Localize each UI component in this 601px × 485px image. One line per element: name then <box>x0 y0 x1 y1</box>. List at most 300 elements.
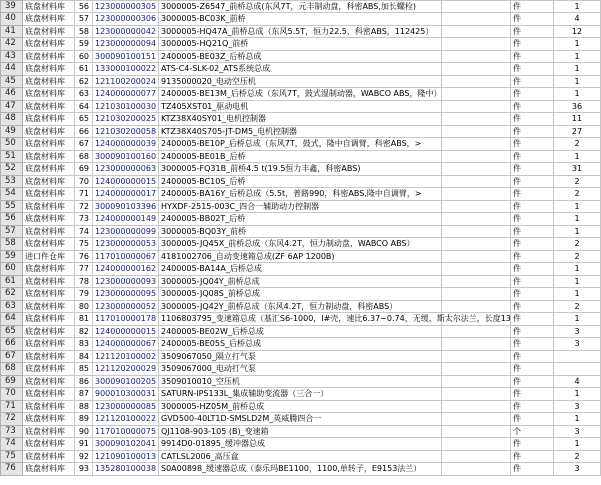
row-number[interactable]: 51 <box>1 150 23 163</box>
unit-cell[interactable]: 件 <box>511 113 554 126</box>
quantity-cell[interactable]: 27 <box>554 125 601 138</box>
sequence-cell[interactable]: 57 <box>75 13 93 26</box>
row-number[interactable]: 42 <box>1 38 23 51</box>
row-number[interactable]: 62 <box>1 288 23 301</box>
table-row[interactable] <box>1 400 601 413</box>
empty-cell[interactable] <box>442 125 511 138</box>
warehouse-cell[interactable]: 底盘材料库 <box>23 163 75 176</box>
row-number[interactable]: 44 <box>1 63 23 76</box>
sequence-cell[interactable]: 59 <box>75 38 93 51</box>
sequence-cell[interactable]: 87 <box>75 388 93 401</box>
description-cell[interactable]: 2400005-BE10P_后桥总成（东风7T，鼓式，隆中自调臂，科密ABS，> <box>159 138 442 151</box>
description-cell[interactable]: 3000005-FQ31B_前桥4.5 t(19.5恒力丰鑫，科密ABS) <box>159 163 442 176</box>
row-number[interactable]: 73 <box>1 425 23 438</box>
warehouse-cell[interactable]: 底盘材料库 <box>23 125 75 138</box>
material-code-cell[interactable]: 123000000095 <box>93 288 159 301</box>
unit-cell[interactable]: 件 <box>511 325 554 338</box>
warehouse-cell[interactable]: 底盘材料库 <box>23 263 75 276</box>
row-number[interactable]: 53 <box>1 175 23 188</box>
quantity-cell[interactable]: 1 <box>554 1 601 13</box>
description-cell[interactable]: 3000005-JQ04Y_前桥总成 <box>159 275 442 288</box>
unit-cell[interactable]: 件 <box>511 450 554 463</box>
warehouse-cell[interactable]: 底盘材料库 <box>23 438 75 451</box>
table-row[interactable] <box>1 238 601 251</box>
row-number[interactable]: 76 <box>1 463 23 476</box>
quantity-cell[interactable]: 1 <box>554 438 601 451</box>
row-number[interactable]: 65 <box>1 325 23 338</box>
warehouse-cell[interactable]: 底盘材料库 <box>23 463 75 476</box>
quantity-cell[interactable]: 1 <box>554 75 601 88</box>
unit-cell[interactable]: 件 <box>511 338 554 351</box>
row-number[interactable]: 58 <box>1 238 23 251</box>
unit-cell[interactable]: 件 <box>511 100 554 113</box>
material-code-cell[interactable]: 121090100013 <box>93 450 159 463</box>
sequence-cell[interactable]: 63 <box>75 88 93 101</box>
unit-cell[interactable]: 件 <box>511 50 554 63</box>
material-code-cell[interactable]: 123000000063 <box>93 163 159 176</box>
unit-cell[interactable]: 件 <box>511 63 554 76</box>
unit-cell[interactable]: 件 <box>511 200 554 213</box>
table-row[interactable] <box>1 288 601 301</box>
table-row[interactable] <box>1 263 601 276</box>
table-row[interactable] <box>1 88 601 101</box>
row-number[interactable]: 41 <box>1 25 23 38</box>
material-code-cell[interactable]: 123000000085 <box>93 400 159 413</box>
quantity-cell[interactable]: 2 <box>554 238 601 251</box>
description-cell[interactable]: 9914D0-01895_缓冲器总成 <box>159 438 442 451</box>
warehouse-cell[interactable]: 底盘材料库 <box>23 138 75 151</box>
sequence-cell[interactable]: 65 <box>75 113 93 126</box>
row-number[interactable]: 69 <box>1 375 23 388</box>
sequence-cell[interactable]: 90 <box>75 425 93 438</box>
row-number[interactable]: 66 <box>1 338 23 351</box>
description-cell[interactable]: QJ1108-903-105 (B)_变速箱 <box>159 425 442 438</box>
table-row[interactable] <box>1 138 601 151</box>
empty-cell[interactable] <box>442 100 511 113</box>
empty-cell[interactable] <box>442 463 511 476</box>
table-row[interactable] <box>1 350 601 363</box>
unit-cell[interactable]: 件 <box>511 13 554 26</box>
sequence-cell[interactable]: 92 <box>75 450 93 463</box>
row-number[interactable]: 48 <box>1 113 23 126</box>
quantity-cell[interactable]: 1 <box>554 50 601 63</box>
row-number[interactable]: 71 <box>1 400 23 413</box>
warehouse-cell[interactable]: 底盘材料库 <box>23 25 75 38</box>
description-cell[interactable]: 2400005-BE01B_后桥 <box>159 150 442 163</box>
description-cell[interactable]: 9135000020_电动空压机 <box>159 75 442 88</box>
unit-cell[interactable]: 个 <box>511 425 554 438</box>
row-number[interactable]: 72 <box>1 413 23 426</box>
row-number[interactable]: 67 <box>1 350 23 363</box>
sequence-cell[interactable]: 62 <box>75 75 93 88</box>
material-code-cell[interactable]: 300090100205 <box>93 375 159 388</box>
material-code-cell[interactable]: 121030200058 <box>93 125 159 138</box>
description-cell[interactable]: 3509067000_电动打气泵 <box>159 363 442 376</box>
material-code-cell[interactable]: 123000000306 <box>93 13 159 26</box>
row-number[interactable]: 43 <box>1 50 23 63</box>
unit-cell[interactable]: 件 <box>511 313 554 326</box>
table-row[interactable] <box>1 250 601 263</box>
warehouse-cell[interactable]: 底盘材料库 <box>23 50 75 63</box>
material-code-cell[interactable]: 900010300031 <box>93 388 159 401</box>
material-code-cell[interactable]: 123000000305 <box>93 1 159 13</box>
row-number[interactable]: 64 <box>1 313 23 326</box>
quantity-cell[interactable]: 4 <box>554 375 601 388</box>
material-code-cell[interactable]: 117010000178 <box>93 313 159 326</box>
unit-cell[interactable]: 件 <box>511 163 554 176</box>
material-code-cell[interactable]: 124000000149 <box>93 213 159 226</box>
empty-cell[interactable] <box>442 200 511 213</box>
material-code-cell[interactable]: 300090102041 <box>93 438 159 451</box>
table-row[interactable] <box>1 75 601 88</box>
row-number[interactable]: 55 <box>1 200 23 213</box>
quantity-cell[interactable]: 1 <box>554 213 601 226</box>
row-number[interactable]: 59 <box>1 250 23 263</box>
material-code-cell[interactable]: 123000000099 <box>93 225 159 238</box>
material-code-cell[interactable]: 121100200024 <box>93 75 159 88</box>
description-cell[interactable]: 2400005-BE05S_后桥总成 <box>159 338 442 351</box>
sequence-cell[interactable]: 70 <box>75 175 93 188</box>
material-code-cell[interactable]: 121120100022 <box>93 413 159 426</box>
table-row[interactable] <box>1 425 601 438</box>
row-number[interactable]: 52 <box>1 163 23 176</box>
sequence-cell[interactable]: 93 <box>75 463 93 476</box>
row-number[interactable]: 47 <box>1 100 23 113</box>
empty-cell[interactable] <box>442 88 511 101</box>
table-row[interactable] <box>1 200 601 213</box>
quantity-cell[interactable]: 3 <box>554 425 601 438</box>
unit-cell[interactable]: 件 <box>511 463 554 476</box>
sequence-cell[interactable]: 81 <box>75 313 93 326</box>
description-cell[interactable]: S0A00898_缓速器总成（泰乐玛BE1100，1100,单转子，E9153法兰） <box>159 463 442 476</box>
description-cell[interactable]: 3000005-BC03K_前桥 <box>159 13 442 26</box>
unit-cell[interactable]: 件 <box>511 25 554 38</box>
material-code-cell[interactable]: 123000000053 <box>93 238 159 251</box>
sequence-cell[interactable]: 69 <box>75 163 93 176</box>
warehouse-cell[interactable]: 底盘材料库 <box>23 325 75 338</box>
warehouse-cell[interactable]: 底盘材料库 <box>23 188 75 201</box>
table-row[interactable] <box>1 1 601 13</box>
description-cell[interactable]: 4181002706_自动变速箱总成(ZF 6AP 1200B) <box>159 250 442 263</box>
quantity-cell[interactable]: 2 <box>554 300 601 313</box>
table-row[interactable] <box>1 300 601 313</box>
description-cell[interactable]: 1106803795_变速箱总成（基汇S6-1000，I#壳，速比6.37~0.74，无缓，斯太尔法兰，长度13 <box>159 313 442 326</box>
empty-cell[interactable] <box>442 388 511 401</box>
empty-cell[interactable] <box>442 450 511 463</box>
sequence-cell[interactable]: 64 <box>75 100 93 113</box>
empty-cell[interactable] <box>442 350 511 363</box>
unit-cell[interactable]: 件 <box>511 363 554 376</box>
table-row[interactable] <box>1 38 601 51</box>
table-row[interactable] <box>1 450 601 463</box>
unit-cell[interactable]: 件 <box>511 138 554 151</box>
empty-cell[interactable] <box>442 113 511 126</box>
description-cell[interactable]: TZ405XST01_驱动电机 <box>159 100 442 113</box>
unit-cell[interactable]: 件 <box>511 1 554 13</box>
empty-cell[interactable] <box>442 300 511 313</box>
row-number[interactable]: 68 <box>1 363 23 376</box>
warehouse-cell[interactable]: 底盘材料库 <box>23 413 75 426</box>
description-cell[interactable]: 2400005-BC10S_后桥 <box>159 175 442 188</box>
warehouse-cell[interactable]: 底盘材料库 <box>23 425 75 438</box>
sequence-cell[interactable]: 85 <box>75 363 93 376</box>
warehouse-cell[interactable]: 底盘材料库 <box>23 88 75 101</box>
warehouse-cell[interactable]: 底盘材料库 <box>23 63 75 76</box>
quantity-cell[interactable]: 1 <box>554 288 601 301</box>
sequence-cell[interactable]: 60 <box>75 50 93 63</box>
empty-cell[interactable] <box>442 400 511 413</box>
description-cell[interactable]: 2400005-BE03Z_后桥总成 <box>159 50 442 63</box>
quantity-cell[interactable]: 12 <box>554 25 601 38</box>
table-row[interactable] <box>1 313 601 326</box>
material-code-cell[interactable]: 123000000093 <box>93 275 159 288</box>
material-code-cell[interactable]: 117010000067 <box>93 250 159 263</box>
table-row[interactable] <box>1 338 601 351</box>
unit-cell[interactable]: 件 <box>511 238 554 251</box>
empty-cell[interactable] <box>442 25 511 38</box>
sequence-cell[interactable]: 89 <box>75 413 93 426</box>
quantity-cell[interactable]: 1 <box>554 150 601 163</box>
warehouse-cell[interactable]: 底盘材料库 <box>23 175 75 188</box>
warehouse-cell[interactable]: 底盘材料库 <box>23 100 75 113</box>
sequence-cell[interactable]: 83 <box>75 338 93 351</box>
description-cell[interactable]: GVD500-40LT1D-SMSLD2M_英威腾四合一 <box>159 413 442 426</box>
sequence-cell[interactable]: 58 <box>75 25 93 38</box>
table-row[interactable] <box>1 13 601 26</box>
empty-cell[interactable] <box>442 63 511 76</box>
description-cell[interactable]: 3000005-Z6547_前桥总成(东风7T，元丰制动盘，科密ABS,加长螺栓) <box>159 1 442 13</box>
quantity-cell[interactable]: 1 <box>554 225 601 238</box>
description-cell[interactable]: 3000005-HQ21Q_前桥 <box>159 38 442 51</box>
table-row[interactable] <box>1 188 601 201</box>
unit-cell[interactable]: 件 <box>511 225 554 238</box>
description-cell[interactable]: 2400005-BA16Y_后桥总成（5.5t，普路990，科密ABS,隆中自调臂，> <box>159 188 442 201</box>
empty-cell[interactable] <box>442 338 511 351</box>
empty-cell[interactable] <box>442 150 511 163</box>
description-cell[interactable]: 3000005-BQ03Y_前桥 <box>159 225 442 238</box>
empty-cell[interactable] <box>442 1 511 13</box>
sequence-cell[interactable]: 61 <box>75 63 93 76</box>
empty-cell[interactable] <box>442 438 511 451</box>
sequence-cell[interactable]: 77 <box>75 263 93 276</box>
unit-cell[interactable]: 件 <box>511 250 554 263</box>
row-number[interactable]: 39 <box>1 1 23 13</box>
description-cell[interactable]: ATS-C4-SLK-02_ATS系统总成 <box>159 63 442 76</box>
empty-cell[interactable] <box>442 75 511 88</box>
quantity-cell[interactable]: 1 <box>554 38 601 51</box>
quantity-cell[interactable]: 1 <box>554 388 601 401</box>
warehouse-cell[interactable]: 底盘材料库 <box>23 275 75 288</box>
empty-cell[interactable] <box>442 425 511 438</box>
empty-cell[interactable] <box>442 238 511 251</box>
sequence-cell[interactable]: 66 <box>75 125 93 138</box>
table-row[interactable] <box>1 100 601 113</box>
row-number[interactable]: 46 <box>1 88 23 101</box>
quantity-cell[interactable]: 1 <box>554 88 601 101</box>
material-code-cell[interactable]: 121120100002 <box>93 350 159 363</box>
quantity-cell[interactable]: 1 <box>554 200 601 213</box>
row-number[interactable]: 60 <box>1 263 23 276</box>
empty-cell[interactable] <box>442 363 511 376</box>
empty-cell[interactable] <box>442 325 511 338</box>
description-cell[interactable]: 3000005-JQ08S_前桥总成 <box>159 288 442 301</box>
quantity-cell[interactable]: 2 <box>554 188 601 201</box>
row-number[interactable]: 50 <box>1 138 23 151</box>
empty-cell[interactable] <box>442 138 511 151</box>
quantity-cell[interactable]: 1 <box>554 263 601 276</box>
material-code-cell[interactable]: 121120200029 <box>93 363 159 376</box>
empty-cell[interactable] <box>442 250 511 263</box>
empty-cell[interactable] <box>442 288 511 301</box>
empty-cell[interactable] <box>442 38 511 51</box>
warehouse-cell[interactable]: 底盘材料库 <box>23 300 75 313</box>
empty-cell[interactable] <box>442 13 511 26</box>
sequence-cell[interactable]: 84 <box>75 350 93 363</box>
row-number[interactable]: 45 <box>1 75 23 88</box>
row-number[interactable]: 56 <box>1 213 23 226</box>
empty-cell[interactable] <box>442 225 511 238</box>
quantity-cell[interactable]: 1 <box>554 63 601 76</box>
empty-cell[interactable] <box>442 375 511 388</box>
empty-cell[interactable] <box>442 50 511 63</box>
table-row[interactable] <box>1 163 601 176</box>
empty-cell[interactable] <box>442 413 511 426</box>
empty-cell[interactable] <box>442 263 511 276</box>
table-row[interactable] <box>1 125 601 138</box>
description-cell[interactable]: KTZ38X40S705-JT-DM5_电机控制器 <box>159 125 442 138</box>
quantity-cell[interactable]: 3 <box>554 463 601 476</box>
description-cell[interactable]: 3000005-JQ45X_前桥总成（东风4.2T，恒力制动盘，WABCO ABS） <box>159 238 442 251</box>
sequence-cell[interactable]: 91 <box>75 438 93 451</box>
material-code-cell[interactable]: 124000000015 <box>93 175 159 188</box>
table-row[interactable] <box>1 63 601 76</box>
empty-cell[interactable] <box>442 175 511 188</box>
material-code-cell[interactable]: 123000000042 <box>93 25 159 38</box>
table-row[interactable] <box>1 325 601 338</box>
warehouse-cell[interactable]: 底盘材料库 <box>23 388 75 401</box>
description-cell[interactable]: 3509010010_空压机 <box>159 375 442 388</box>
material-code-cell[interactable]: 124000000067 <box>93 338 159 351</box>
quantity-cell[interactable]: 2 <box>554 250 601 263</box>
sequence-cell[interactable]: 72 <box>75 200 93 213</box>
warehouse-cell[interactable]: 进口件仓库 <box>23 250 75 263</box>
table-row[interactable] <box>1 25 601 38</box>
material-code-cell[interactable]: 300090100160 <box>93 150 159 163</box>
warehouse-cell[interactable]: 底盘材料库 <box>23 238 75 251</box>
warehouse-cell[interactable]: 底盘材料库 <box>23 363 75 376</box>
material-code-cell[interactable]: 123000000052 <box>93 300 159 313</box>
material-code-cell[interactable]: 124000000077 <box>93 88 159 101</box>
row-number[interactable]: 63 <box>1 300 23 313</box>
table-row[interactable] <box>1 225 601 238</box>
warehouse-cell[interactable]: 底盘材料库 <box>23 225 75 238</box>
sequence-cell[interactable]: 71 <box>75 188 93 201</box>
quantity-cell[interactable]: 3 <box>554 338 601 351</box>
material-code-cell[interactable]: 117010000075 <box>93 425 159 438</box>
row-number[interactable]: 75 <box>1 450 23 463</box>
sequence-cell[interactable]: 67 <box>75 138 93 151</box>
quantity-cell[interactable]: 1 <box>554 313 601 326</box>
sequence-cell[interactable]: 80 <box>75 300 93 313</box>
sequence-cell[interactable]: 86 <box>75 375 93 388</box>
warehouse-cell[interactable]: 底盘材料库 <box>23 450 75 463</box>
unit-cell[interactable]: 件 <box>511 275 554 288</box>
empty-cell[interactable] <box>442 275 511 288</box>
material-code-cell[interactable]: 124000000162 <box>93 263 159 276</box>
warehouse-cell[interactable]: 底盘材料库 <box>23 38 75 51</box>
material-code-cell[interactable]: 121030200025 <box>93 113 159 126</box>
table-row[interactable] <box>1 363 601 376</box>
material-code-cell[interactable]: 300090103396 <box>93 200 159 213</box>
warehouse-cell[interactable]: 底盘材料库 <box>23 200 75 213</box>
material-code-cell[interactable]: 123000000094 <box>93 38 159 51</box>
quantity-cell[interactable]: 3 <box>554 400 601 413</box>
description-cell[interactable]: 2400005-BA14A_后桥总成 <box>159 263 442 276</box>
quantity-cell[interactable]: 1 <box>554 413 601 426</box>
warehouse-cell[interactable]: 底盘材料库 <box>23 313 75 326</box>
sequence-cell[interactable]: 79 <box>75 288 93 301</box>
quantity-cell[interactable]: 1 <box>554 275 601 288</box>
unit-cell[interactable]: 件 <box>511 300 554 313</box>
quantity-cell[interactable]: 2 <box>554 450 601 463</box>
row-number[interactable]: 61 <box>1 275 23 288</box>
quantity-cell[interactable]: 31 <box>554 163 601 176</box>
table-row[interactable] <box>1 438 601 451</box>
row-number[interactable]: 49 <box>1 125 23 138</box>
description-cell[interactable]: 2400005-BE02W_后桥总成 <box>159 325 442 338</box>
description-cell[interactable]: 2400005-BB02T_后桥 <box>159 213 442 226</box>
description-cell[interactable]: 3000005-HQ47A_前桥总成（东风5.5T，恒力22.5，科密ABS，112425） <box>159 25 442 38</box>
warehouse-cell[interactable]: 底盘材料库 <box>23 150 75 163</box>
table-row[interactable] <box>1 213 601 226</box>
description-cell[interactable]: CATLSL2006_高压盒 <box>159 450 442 463</box>
unit-cell[interactable]: 件 <box>511 213 554 226</box>
description-cell[interactable]: 2400005-BE13M_后桥总成（东风7T，鼓式湿制动器，WABCO ABS，隆中） <box>159 88 442 101</box>
table-row[interactable] <box>1 375 601 388</box>
row-number[interactable]: 74 <box>1 438 23 451</box>
quantity-cell[interactable] <box>554 363 601 376</box>
table-row[interactable] <box>1 150 601 163</box>
quantity-cell[interactable]: 2 <box>554 138 601 151</box>
sequence-cell[interactable]: 76 <box>75 250 93 263</box>
quantity-cell[interactable] <box>554 350 601 363</box>
material-code-cell[interactable]: 124000000017 <box>93 188 159 201</box>
description-cell[interactable]: 3509067050_隔立打气泵 <box>159 350 442 363</box>
material-code-cell[interactable]: 135280100038 <box>93 463 159 476</box>
unit-cell[interactable]: 件 <box>511 288 554 301</box>
material-code-cell[interactable]: 300090100151 <box>93 50 159 63</box>
sequence-cell[interactable]: 56 <box>75 1 93 13</box>
table-row[interactable] <box>1 113 601 126</box>
sequence-cell[interactable]: 74 <box>75 225 93 238</box>
warehouse-cell[interactable]: 底盘材料库 <box>23 350 75 363</box>
unit-cell[interactable]: 件 <box>511 263 554 276</box>
material-code-cell[interactable]: 124000000039 <box>93 138 159 151</box>
warehouse-cell[interactable]: 底盘材料库 <box>23 1 75 13</box>
warehouse-cell[interactable]: 底盘材料库 <box>23 375 75 388</box>
material-code-cell[interactable]: 133000100022 <box>93 63 159 76</box>
material-code-cell[interactable]: 124000000015 <box>93 325 159 338</box>
quantity-cell[interactable]: 11 <box>554 113 601 126</box>
table-row[interactable] <box>1 275 601 288</box>
description-cell[interactable]: 3000005-JQ42Y_前桥总成（东风4.2T，恒力制动盘，科密ABS） <box>159 300 442 313</box>
warehouse-cell[interactable]: 底盘材料库 <box>23 213 75 226</box>
empty-cell[interactable] <box>442 163 511 176</box>
unit-cell[interactable]: 件 <box>511 375 554 388</box>
table-row[interactable] <box>1 413 601 426</box>
unit-cell[interactable]: 件 <box>511 388 554 401</box>
description-cell[interactable]: HYXDF-2515-003C_四合一辅助动力控制器 <box>159 200 442 213</box>
